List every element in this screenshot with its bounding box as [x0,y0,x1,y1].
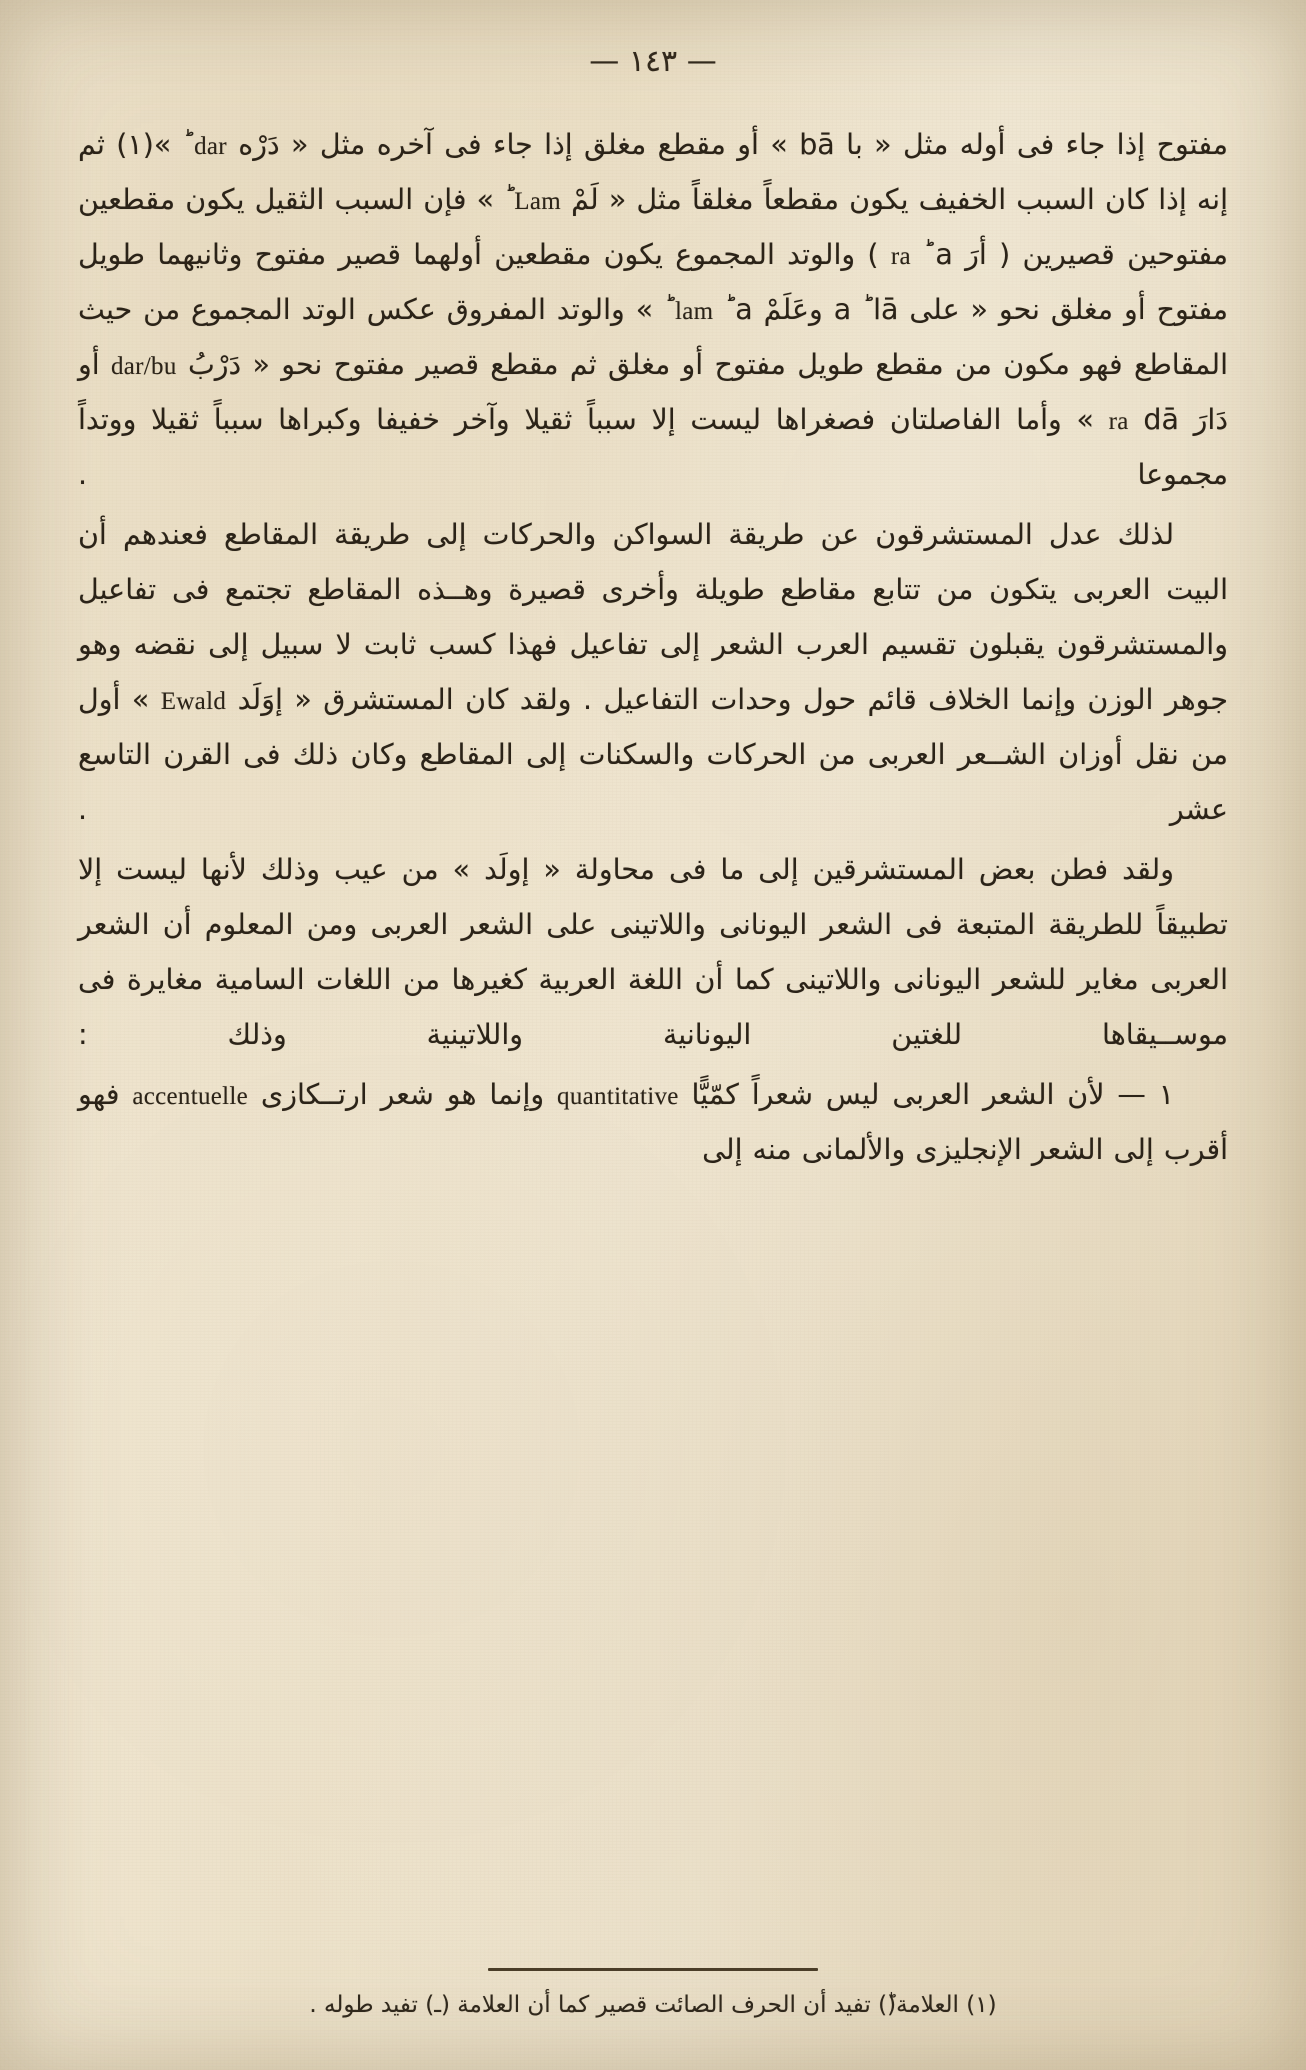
body-text-block [78,117,1228,1177]
footnote-area [78,1968,1228,2024]
transliteration: ra [890,243,911,270]
footnote-divider [488,1968,818,1971]
paragraph-1: مفتوح إذا جاء فى أوله مثل « با bā » أو مقطع مغلق إذا جاء فى آخره مثل « دَرْه dar ؕ »(١) ثم إنه إذا كان السبب الخفيف يكون مقطعاً مغلقاً مثل « لَمْ Lam ؕ » فإن السبب الثقيل يكون مقطعين مفتوحين قصيرين ( أرَ a ؕ ra ) والوتد المجموع يكون مقطعين أولهما قصير مفتوح وثانيهما طويل مفتوح أو مغلق نحو « على a ؕ lā وعَلَمْ a ؕ lam ؕ » والوتد المفروق عكس الوتد المجموع من حيث المقاطع فهو مكون من مقطع طويل مفتوح أو مغلق ثم مقطع قصير مفتوح نحو « دَرْبُ dar/bu أو دَارَ dā ra » وأما الفاصلتان فصغراها ليست إلا سبباً ثقيلا وآخر خفيفا وكبراها سبباً ثقيلا ووتداً مجموعا . [78,128,1229,491]
paragraph-3: ولقد فطن بعض المستشرقين إلى ما فى محاولة « إولَد » من عيب وذلك لأنها ليست إلا تطبيقاً للطريقة المتبعة فى الشعر اليونانى واللاتينى على الشعر العربى ومن المعلوم أن الشعر العربى مغاير للشعر اليونانى واللاتينى كما أن اللغة العربية كغيرها من اللغات السامية مغايرة فى موســيقاها للغتين اليونانية واللاتينية وذلك : [78,853,1228,1051]
page-content [0,44,1306,1177]
transliteration: Lam [514,188,561,215]
transliteration: quantitative [557,1083,679,1110]
page-number: — ١٤٣ — [589,44,717,79]
transliteration: lam [675,298,714,325]
transliteration: ra [1108,408,1129,435]
transliteration: Ewald [160,688,227,715]
transliteration: dar/bu [110,353,177,380]
paragraph-4-list-item-1: ١ — لأن الشعر العربى ليس شعراً كمّيًّا quantitative وإنما هو شعر ارتــكازى accentuelle فهو أقرب إلى الشعر الإنجليزى والألمانى منه إلى [78,1078,1228,1166]
footnote-text: (١) العلامة(ؕ) تفيد أن الحرف الصائت قصير كما أن العلامة (ـ) تفيد طوله . [309,1992,997,2019]
transliteration: accentuelle [132,1083,249,1110]
transliteration: dar [194,133,227,160]
paragraph-2: لذلك عدل المستشرقون عن طريقة السواكن والحركات إلى طريقة المقاطع فعندهم أن البيت العربى يتكون من تتابع مقاطع طويلة وأخرى قصيرة وهــذه المقاطع تجتمع فى تفاعيل والمستشرقون يقبلون تقسيم العرب الشعر إلى تفاعيل فهذا كسب ثابت لا سبيل إلى نقضه وهو جوهر الوزن وإنما الخلاف قائم حول وحدات التفاعيل . ولقد كان المستشرق « إوَلَد Ewald » أول من نقل أوزان الشــعر العربى من الحركات والسكنات إلى المقاطع وكان ذلك فى القرن التاسع عشر . [78,518,1228,826]
